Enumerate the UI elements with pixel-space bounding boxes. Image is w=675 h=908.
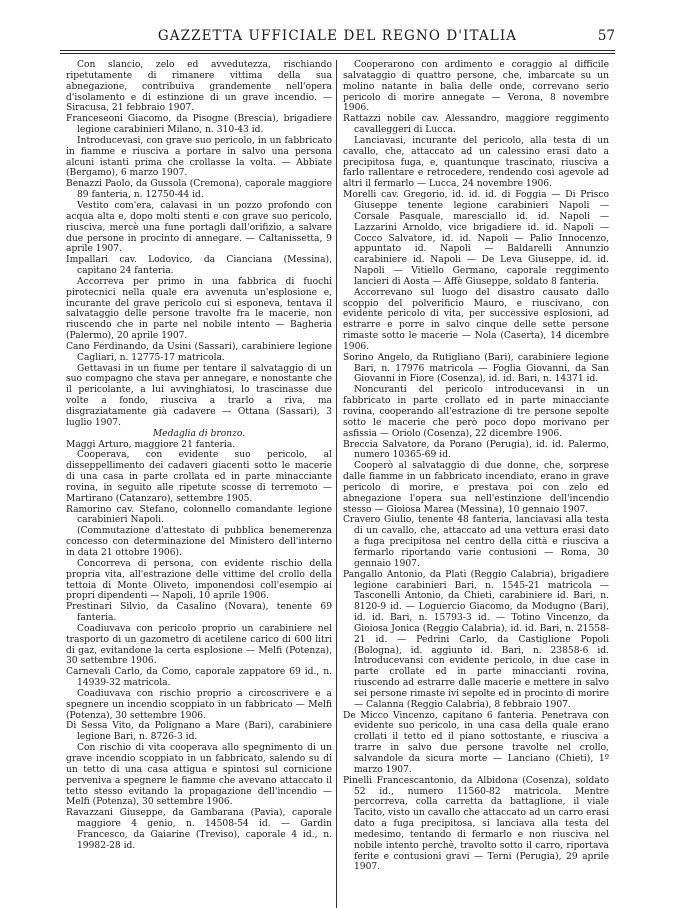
award-entry: Rattazzi nobile cav. Alessandro, maggiore reggimento cavalleggeri di Lucca. — [343, 114, 609, 136]
citation-paragraph: Accorreva per primo in una fabbrica di fuochi pirotecnici nella quale era avvenuta un'esplosione e, incurante del grave pericolo cui si esponeva, tentava il salvataggio delle persone travolte fra le macerie, non riuscendo che in parte nel nobile intento — Bagheria (Palermo), 20 aprile 1907. — [66, 276, 332, 342]
award-entry: De Micco Vincenzo, capitano 6 fanteria. Penetrava con evidente suo pericolo, in una casa della quale erano crollati il tetto ed il piano sottostante, e riusciva a trarre in salvo due persone travolte nel crollo, salvandole da sicura morte — Lanciano (Chieti), 1º marzo 1907. — [343, 710, 609, 775]
award-entry: Cano Ferdinando, da Usini (Sassari), carabiniere legione Cagliari, n. 12775-17 matricola. — [66, 341, 332, 363]
citation-paragraph: Coadiuvava con pericolo proprio un carabiniere nel trasporto di un gazometro di acetilene carico di 600 litri di gaz, evitandone la certa esplosione — Melfi (Potenza), 30 settembre 1906. — [66, 623, 332, 667]
page-number: 57 — [597, 28, 615, 44]
award-entry: Pangallo Antonio, da Platì (Reggio Calabria), brigadiere legione carabinieri Bari, n. 1545-21 matricola — Tasconelli Antonio, da Chieti, carabiniere id. Bari, n. 8120-9 id. — Loguercio Giacomo, da Modugno (Bari), id. id. Bari, n. 15793-3 id. — Totino Vincenzo, da Gioiosa Jonica (Reggio Calabria), id. id. Bari, n. 21558-21 id. — Pedrini Carlo, da Castiglione Popoli (Bologna), id. aggiunto id. Bari, n. 23858-6 id. Introducevansi con evidente pericolo, in due case in parte crollate ed in parte minaccianti rovina, riuscendo ad estrarre dalle macerie e mettere in salvo sei persone rimaste ivi sepolte ed in procinto di morire — Calanna (Reggio Calabria), 8 febbraio 1907. — [343, 569, 609, 710]
citation-paragraph: Vestito com'era, calavasi in un pozzo profondo con acqua alta e, dopo molti stenti e con grave suo pericolo, riusciva, mercè una fune portagli dall'orifizio, a salvare due persone in procinto di annegare. — Caltanissetta, 9 aprile 1907. — [66, 200, 332, 255]
citation-paragraph: Coadiuvava con rischio proprio a circoscrivere e a spegnere un incendio scoppiato in un fabbricato — Melfi (Potenza), 30 settembre 1906. — [66, 688, 332, 721]
gazette-title: GAZZETTA UFFICIALE DEL REGNO D'ITALIA — [157, 28, 518, 44]
citation-paragraph: Cooperava, con evidente suo pericolo, al disseppellimento dei cadaveri giacenti sotto le macerie di una casa in parte crollata ed in parte minacciante rovina, in seguito alle ripetute scosse di terremoto — Martirano (Catanzaro), settembre 1905. — [66, 450, 332, 504]
header-rule — [60, 50, 615, 54]
citation-paragraph: Cooperò al salvataggio di due donne, che, sorprese dalle fiamme in un fabbricato incendiato, erano in grave pericolo di morire, e prestava poi con zelo ed abnegazione l'opera sua nell'estinzione dell'incendio stesso — Gioiosa Marea (Messina), 10 gennaio 1907. — [343, 461, 609, 515]
column-divider — [336, 60, 337, 908]
citation-paragraph: Cooperarono con ardimento e coraggio al difficile salvataggio di quattro persone, che, imbarcate su un molino natante in balìa delle onde, correvano serio pericolo di morire annegate — Verona, 8 novembre 1906. — [343, 60, 609, 114]
right-column — [343, 60, 609, 873]
citation-paragraph: Con rischio di vita cooperava allo spegnimento di un grave incendio scoppiato in un fabbricato, salendo su di un tetto di una casa attigua e spintosi sul cornicione perveniva a spegnere le fiamme che avevano attaccato il tetto stesso evitando la propagazione dell'incendio — Melfi (Potenza), 30 settembre 1906. — [66, 743, 332, 808]
award-entry: Breccia Salvatore, da Porano (Perugia), id. id. Palermo, numero 10365-69 id. — [343, 439, 609, 461]
award-entry: Morelli cav. Gregorio, id. id. id. di Foggia — Di Prisco Giuseppe tenente legione carabinieri Napoli — Corsale Pasquale, maresciallo id. id. Napoli — Lazzarini Arnoldo, vice brigadiere id. id. Napoli — Cocco Salvatore, id. id. Napoli — Palio Innocenzo, appuntato id. Napoli — Baldarelli Annunzio carabiniere id. Napoli — De Leva Giuseppe, id. id. Napoli — Vitiello Germano, caporale reggimento lancieri di Aosta — Affè Giuseppe, soldato 8 fanteria. — [343, 190, 609, 287]
award-entry: Prestinari Silvio, da Casalino (Novara), tenente 69 fanteria. — [66, 602, 332, 624]
citation-paragraph: Introducevasi, con grave suo pericolo, in un fabbricato in fiamme e riusciva a portare in salvo una persona alcuni istanti prima che crollasse la volta. — Abbiate (Bergamo), 6 marzo 1907. — [66, 135, 332, 179]
citation-paragraph: Con slancio, zelo ed avvedutezza, rischiando ripetutamente di rimanere vittima della sua abnegazione, contribuiva grandemente nell'opera d'isolamento e di estinzione di un grave incendio. — Siracusa, 21 febbraio 1907. — [66, 60, 332, 114]
award-entry: Maggi Arturo, maggiore 21 fanteria. — [66, 439, 236, 450]
award-entry: Ramorino cav. Stefano, colonnello comandante legione carabinieri Napoli. — [66, 504, 332, 526]
award-entry: Carnevali Carlo, da Como, caporale zappatore 69 id., n. 14939-32 matricola. — [66, 667, 332, 689]
citation-paragraph: Lanciavasi, incurante del pericolo, alla testa di un cavallo, che, attaccato ad un calessino erasi dato a precipitosa fuga, e, quantunque trascinato, riusciva a farlo rallentare e retrocedere, rendendo così agevole ad altri il fermarlo — Lucca, 24 novembre 1906. — [343, 135, 609, 190]
citation-paragraph: Noncuranti del pericolo introducevansi in un fabbricato in parte crollato ed in parte minacciante rovina, cooperando all'estrazione di tre persone sepolte sotto le macerie che però poco dopo morivano per asfissia — Oriolo (Cosenza), 22 dicembre 1906. — [343, 385, 609, 439]
section-heading: Medaglia di bronzo. — [152, 428, 246, 439]
award-entry: Benazzi Paolo, da Gussola (Cremona), caporale maggiore 89 fanteria, n. 12750-44 id. — [66, 179, 332, 201]
award-entry: Pinelli Francescantonio, da Albidona (Cosenza), soldato 52 id., numero 11560-82 matricola. Mentre percorreva, colla carretta da battaglione, il viale Tacito, visto un cavallo che attaccato ad un carro erasi dato a fuga precipitosa, si lanciava alla testa del medesimo, tentando di fermarlo e non riusciva nel nobile intento perchè, travolto sotto il carro, riportava ferite e contusioni gravi — Terni (Perugia), 29 aprile 1907. — [343, 775, 609, 873]
page-header — [60, 28, 615, 54]
award-entry: Ravazzani Giuseppe, da Gambarana (Pavia), caporale maggiore 4 genio, n. 14508-54 id. — Gardin Francesco, da Gaiarine (Treviso), caporale 4 id., n. 19982-28 id. — [66, 808, 332, 851]
citation-paragraph: (Commutazione d'attestato di pubblica benemerenza concesso con determinazione del Ministero dell'interno in data 21 ottobre 1906). — [66, 526, 332, 558]
award-entry: Di Sessa Vito, da Polignano a Mare (Bari), carabiniere legione Bari, n. 8726-3 id. — [66, 721, 332, 743]
citation-paragraph: Accorrevano sul luogo del disastro causato dallo scoppio del polverificio Mauro, e riuscivano, con evidente pericolo di vita, per successive esplosioni, ad estrarre e porre in salvo cinque delle sette persone rimaste sotto le macerie — Nola (Caserta), 14 dicembre 1906. — [343, 287, 609, 352]
award-entry: Franceseoni Giacomo, da Pisogne (Brescia), brigadiere legione carabinieri Milano, n. 310-43 id. — [66, 114, 332, 136]
left-column — [66, 60, 332, 852]
citation-paragraph: Gettavasi in un fiume per tentare il salvataggio di un suo compagno che stava per annegare, e nonostante che il pericolante, a lui avvinghiatosi, lo trascinasse due volte a fondo, riusciva a trarlo a riva, ma disgraziatamente già cadavere — Ottana (Sassari), 3 luglio 1907. — [66, 363, 332, 428]
citation-paragraph: Concorreva di persona, con evidente rischio della propria vita, all'estrazione delle vittime del crollo della tettoia di Monte Oliveto, imponendosi coll'esempio ai propri dipendenti — Napoli, 10 aprile 1906. — [66, 558, 332, 602]
award-entry: Impallari cav. Lodovico, da Cianciana (Messina), capitano 24 fanteria. — [66, 255, 332, 277]
award-entry: Cravero Giulio, tenente 48 fanteria, lanciavasi alla testa di un cavallo, che, attaccato ad una vettura erasi dato a fuga precipitosa nel centro della città e riusciva a fermarlo riportando varie contusioni — Roma, 30 gennaio 1907. — [343, 515, 609, 569]
award-entry: Sorino Angelo, da Rutigliano (Bari), carabiniere legione Bari, n. 17976 matricola — Foglia Giovanni, da San Giovanni in Fiore (Cosenza), id. id. Bari, n. 14371 id. — [343, 352, 609, 385]
